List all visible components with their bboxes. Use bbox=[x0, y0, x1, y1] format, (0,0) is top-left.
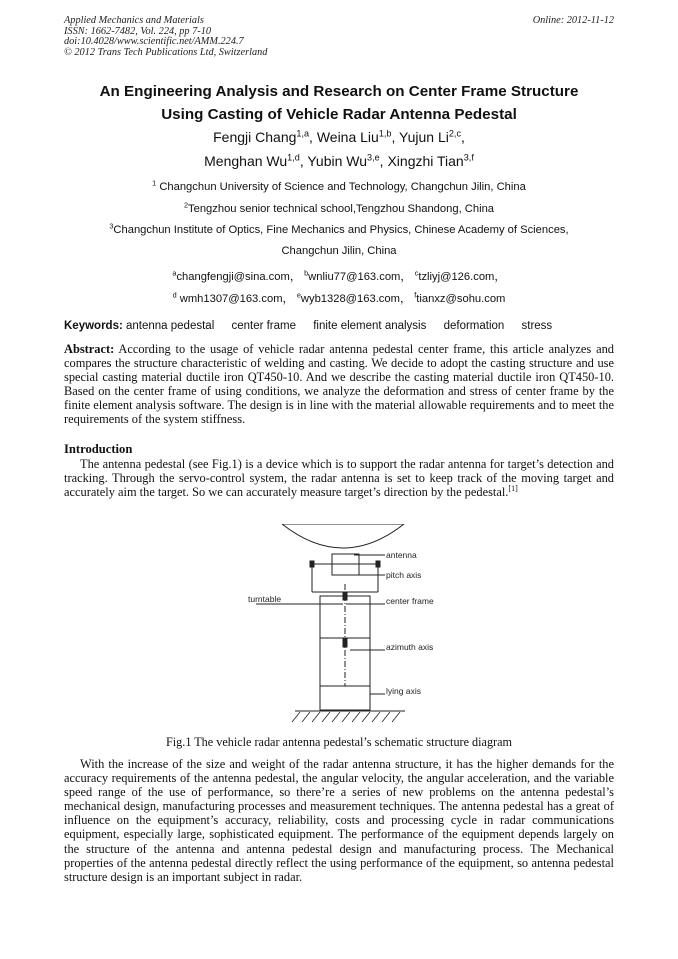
author-sup: 2,c bbox=[448, 128, 461, 139]
author-sup: 3,e bbox=[367, 152, 380, 163]
emails-line2 bbox=[40, 290, 638, 306]
email-link[interactable]: changfengji@sina.com bbox=[176, 271, 290, 283]
email-sep: ， bbox=[400, 271, 412, 283]
email-sup: e bbox=[296, 290, 301, 300]
affiliation-1 bbox=[40, 178, 638, 193]
affiliation-text: Tengzhou senior technical school,Tengzhou Shandong, China bbox=[188, 203, 495, 215]
email-sup: b bbox=[304, 268, 309, 278]
affiliation-3-cont: Changchun Jilin, China bbox=[281, 245, 397, 257]
email-link[interactable]: tzliyj@126.com bbox=[418, 271, 495, 283]
paper-title-line1: An Engineering Analysis and Research on Center Frame Structure bbox=[99, 83, 579, 100]
author-sup: 1,d bbox=[287, 152, 300, 163]
emails-line1 bbox=[40, 268, 638, 284]
email-sup: d bbox=[172, 290, 177, 300]
keyword: finite element analysis bbox=[313, 320, 427, 332]
citation[interactable]: [1] bbox=[508, 484, 518, 494]
section-heading-introduction: Introduction bbox=[64, 442, 133, 456]
email-link[interactable]: wyb1328@163.com bbox=[300, 293, 400, 305]
affiliation-num: 1 bbox=[152, 178, 157, 188]
label-azimuth-axis: azimuth axis bbox=[386, 642, 434, 652]
email-link[interactable]: tianxz@sohu.com bbox=[416, 293, 506, 305]
authors-line1: Fengji Chang$^{1,a}$, Weina Liu$^{1,b}$, Yujun Li$^{2,c}$, bbox=[213, 128, 465, 145]
intro-paragraph-2: With the increase of the size and weight of the radar antenna structure, it has the higher demands for the accuracy requirements of the antenna pedestal, the angular velocity, the angular acceleration, and the variable speed range of the use of performance, so there’re a series of new problems on the antenna pedestal’s mechanical design, manufacturing processes and measurement techniques. The antenna pedestal has a great of influence on the equipment’s accuracy, reliability, costs and processing cycle in radar communications equipment, especially large, sophisticated equipment. The performance of the equipment depends largely on the structure of the antenna and antenna pedestal design and manufacturing process. The Mechanical properties of the antenna pedestal directly reflect the using performance of the equipment, so antenna pedestal structure design is an important subject in radar. bbox=[64, 757, 614, 884]
abstract bbox=[64, 342, 614, 427]
affiliation-num: 3 bbox=[109, 221, 114, 231]
author-name: Menghan Wu bbox=[204, 153, 288, 169]
affiliation-2 bbox=[40, 200, 638, 215]
affiliation-3 bbox=[40, 221, 638, 236]
intro-text-1: The antenna pedestal (see Fig.1) is a device which is to support the radar antenna for target’s detection and tracking. Through the servo-control system, the radar antenna is set to keep track of the moving target and accurately aim the target. So we can accurately measure target’s direction by the pedestal. bbox=[64, 457, 614, 500]
keywords-label: Keywords: bbox=[64, 320, 123, 332]
keyword: antenna pedestal bbox=[126, 320, 215, 332]
label-antenna: antenna bbox=[386, 550, 417, 560]
issn: ISSN: 1662-7482, Vol. 224, pp 7-10 bbox=[64, 25, 212, 37]
doi: doi:10.4028/www.scientific.net/AMM.224.7 bbox=[64, 36, 244, 48]
copyright: © 2012 Trans Tech Publications Ltd, Switzerland bbox=[64, 46, 268, 58]
email-link[interactable]: wmh1307@163.com bbox=[179, 293, 283, 305]
author-name: Yujun Li bbox=[399, 129, 449, 145]
email-sep: ， bbox=[399, 293, 412, 305]
email-sup: f bbox=[414, 290, 417, 300]
keyword: center frame bbox=[231, 320, 297, 332]
abstract-text: According to the usage of vehicle radar antenna pedestal center frame, this article analyzes and compares the structure characteristic of welding and casting. We decide to adopt the casting structure and use special casting material ductile iron QT450-10. And we describe the casting material ductile iron QT450-10. Based on the center frame of using conditions, we analyze the deformation and stress of center frame by the finite element analysis software. The design is in line with the material allowable requirements and to meet the requirements of the system stiffness. bbox=[64, 342, 614, 427]
email-sup: a bbox=[172, 268, 177, 278]
paper-title-line2: Using Casting of Vehicle Radar Antenna Pedestal bbox=[161, 106, 517, 123]
affiliation-text: Changchun Institute of Optics, Fine Mechanics and Physics, Chinese Academy of Sciences, bbox=[113, 224, 569, 236]
figure-1-caption: Fig.1 The vehicle radar antenna pedestal’s schematic structure diagram bbox=[166, 735, 512, 749]
affiliation-num: 2 bbox=[183, 200, 189, 210]
affiliation-text: Changchun University of Science and Technology, Changchun Jilin, China bbox=[159, 181, 526, 193]
author-sup: 1,b bbox=[378, 128, 392, 139]
author-name: Yubin Wu bbox=[307, 153, 368, 169]
abstract-label: Abstract: bbox=[64, 342, 115, 356]
author-name: Weina Liu bbox=[316, 129, 379, 145]
keyword: deformation bbox=[443, 320, 505, 332]
intro-paragraph-1 bbox=[64, 457, 614, 499]
label-center-frame: center frame bbox=[386, 596, 434, 606]
email-sep: ， bbox=[289, 271, 302, 283]
label-turntable: turntable bbox=[248, 594, 282, 604]
email-sup: c bbox=[414, 268, 419, 278]
antenna-dish bbox=[282, 524, 404, 548]
label-lying-axis: lying axis bbox=[386, 686, 421, 696]
base-block bbox=[320, 686, 370, 710]
label-pitch-axis: pitch axis bbox=[386, 570, 422, 580]
author-sup: 3,f bbox=[463, 152, 474, 163]
figure-1-diagram bbox=[240, 524, 460, 732]
running-header bbox=[64, 16, 267, 58]
author-name: Fengji Chang bbox=[213, 129, 297, 145]
authors-line2: Menghan Wu$^{1,d}$, Yubin Wu$^{3,e}$, Xingzhi Tian$^{3,f}$ bbox=[204, 152, 474, 169]
email-link[interactable]: wnliu77@163.com bbox=[308, 271, 401, 283]
ground-hatch bbox=[292, 712, 400, 722]
keyword: stress bbox=[521, 320, 553, 332]
author-name: Xingzhi Tian bbox=[387, 153, 464, 169]
keywords bbox=[64, 320, 566, 332]
journal-name: Applied Mechanics and Materials bbox=[64, 15, 204, 26]
email-sep: ， bbox=[494, 271, 506, 283]
author-sup: 1,a bbox=[296, 128, 310, 139]
online-date: Online: 2012-11-12 bbox=[532, 15, 614, 26]
email-sep: ， bbox=[282, 293, 294, 305]
